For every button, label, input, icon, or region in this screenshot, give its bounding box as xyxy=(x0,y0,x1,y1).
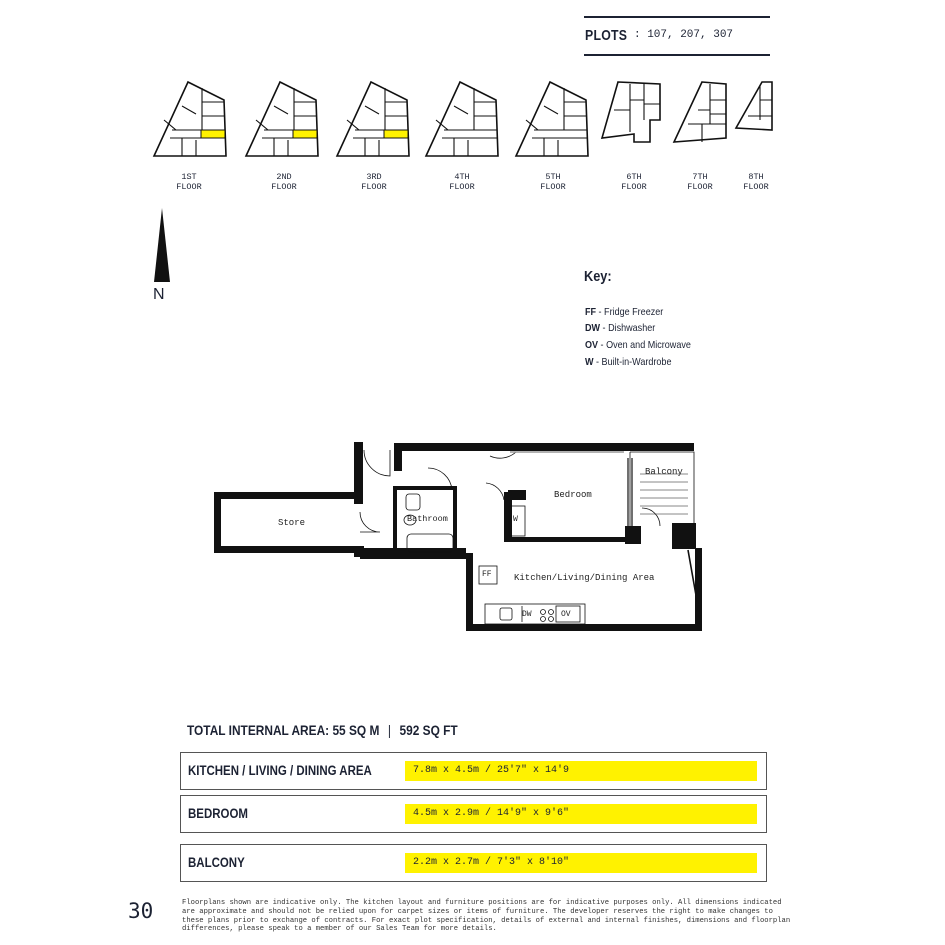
plan-label-bedroom: Bedroom xyxy=(554,490,592,500)
north-arrow-icon xyxy=(152,206,172,284)
room-dimensions: 2.2m x 2.7m / 7'3" x 8'10" xyxy=(405,853,757,873)
total-area: TOTAL INTERNAL AREA: 55 SQ M | 592 SQ FT xyxy=(187,722,458,738)
plan-label-store: Store xyxy=(278,518,306,528)
floor-label-3rd: 3RD FLOOR xyxy=(361,172,387,192)
plan-walls xyxy=(214,442,702,631)
plan-label-ff: FF xyxy=(482,570,492,579)
room-dimensions: 4.5m x 2.9m / 14'9" x 9'6" xyxy=(405,804,757,824)
disclaimer: Floorplans shown are indicative only. The kitchen layout and furniture positions are for indicative purposes only. All dimensions indicated are approximate and should not be relied upon for carpet sizes or items of furniture. The developer reserves the right to make changes to these plans prior to exchange of contracts. For exact plot specification, details of external and internal finishes, dimensions and floorplan differences, please speak to a member of our Sales Team for more details. xyxy=(182,899,791,934)
floor-label-2nd: 2ND FLOOR xyxy=(271,172,297,192)
room-name: BALCONY xyxy=(188,855,245,870)
plots-label: PLOTS xyxy=(585,27,628,44)
plan-label-w: W xyxy=(513,515,518,524)
plan-label-balcony: Balcony xyxy=(645,467,683,477)
room-row-balcony xyxy=(180,844,767,882)
floor-thumb-6th[interactable] xyxy=(600,80,664,146)
room-name: BEDROOM xyxy=(188,806,248,821)
plan-label-kitchen: Kitchen/Living/Dining Area xyxy=(514,573,655,583)
key-title: Key: xyxy=(584,268,612,285)
room-row-bedroom xyxy=(180,795,767,833)
key-item-dw: DW - Dishwasher xyxy=(585,322,656,334)
floor-label-7th: 7TH FLOOR xyxy=(687,172,713,192)
floor-label-8th: 8TH FLOOR xyxy=(743,172,769,192)
floor-label-1st: 1ST FLOOR xyxy=(176,172,202,192)
plan-label-ov: OV xyxy=(561,610,571,619)
floor-thumb-1st[interactable] xyxy=(152,80,228,160)
key-item-w: W - Built-in-Wardrobe xyxy=(585,356,672,368)
floor-thumb-4th[interactable] xyxy=(424,80,500,160)
floor-thumb-5th[interactable] xyxy=(514,80,590,160)
room-name: KITCHEN / LIVING / DINING AREA xyxy=(188,763,372,778)
plots-values: : 107, 207, 307 xyxy=(634,29,734,41)
floor-label-4th: 4TH FLOOR xyxy=(449,172,475,192)
plan-label-bathroom: Bathroom xyxy=(407,514,448,524)
floor-thumb-3rd[interactable] xyxy=(335,80,411,160)
floor-label-5th: 5TH FLOOR xyxy=(540,172,566,192)
page-number: 30 xyxy=(128,899,154,923)
floor-thumb-8th[interactable] xyxy=(734,80,774,132)
floor-plan xyxy=(210,438,710,638)
north-label: N xyxy=(153,286,165,303)
floor-thumb-7th[interactable] xyxy=(672,80,730,146)
floor-thumb-2nd[interactable] xyxy=(244,80,320,160)
key-item-ff: FF - Fridge Freezer xyxy=(585,306,664,318)
room-row-kitchen xyxy=(180,752,767,790)
plots-header xyxy=(584,16,770,56)
plan-label-dw: DW xyxy=(522,610,532,619)
room-dimensions: 7.8m x 4.5m / 25'7" x 14'9 xyxy=(405,761,757,781)
floor-label-6th: 6TH FLOOR xyxy=(621,172,647,192)
key-item-ov: OV - Oven and Microwave xyxy=(585,339,691,351)
